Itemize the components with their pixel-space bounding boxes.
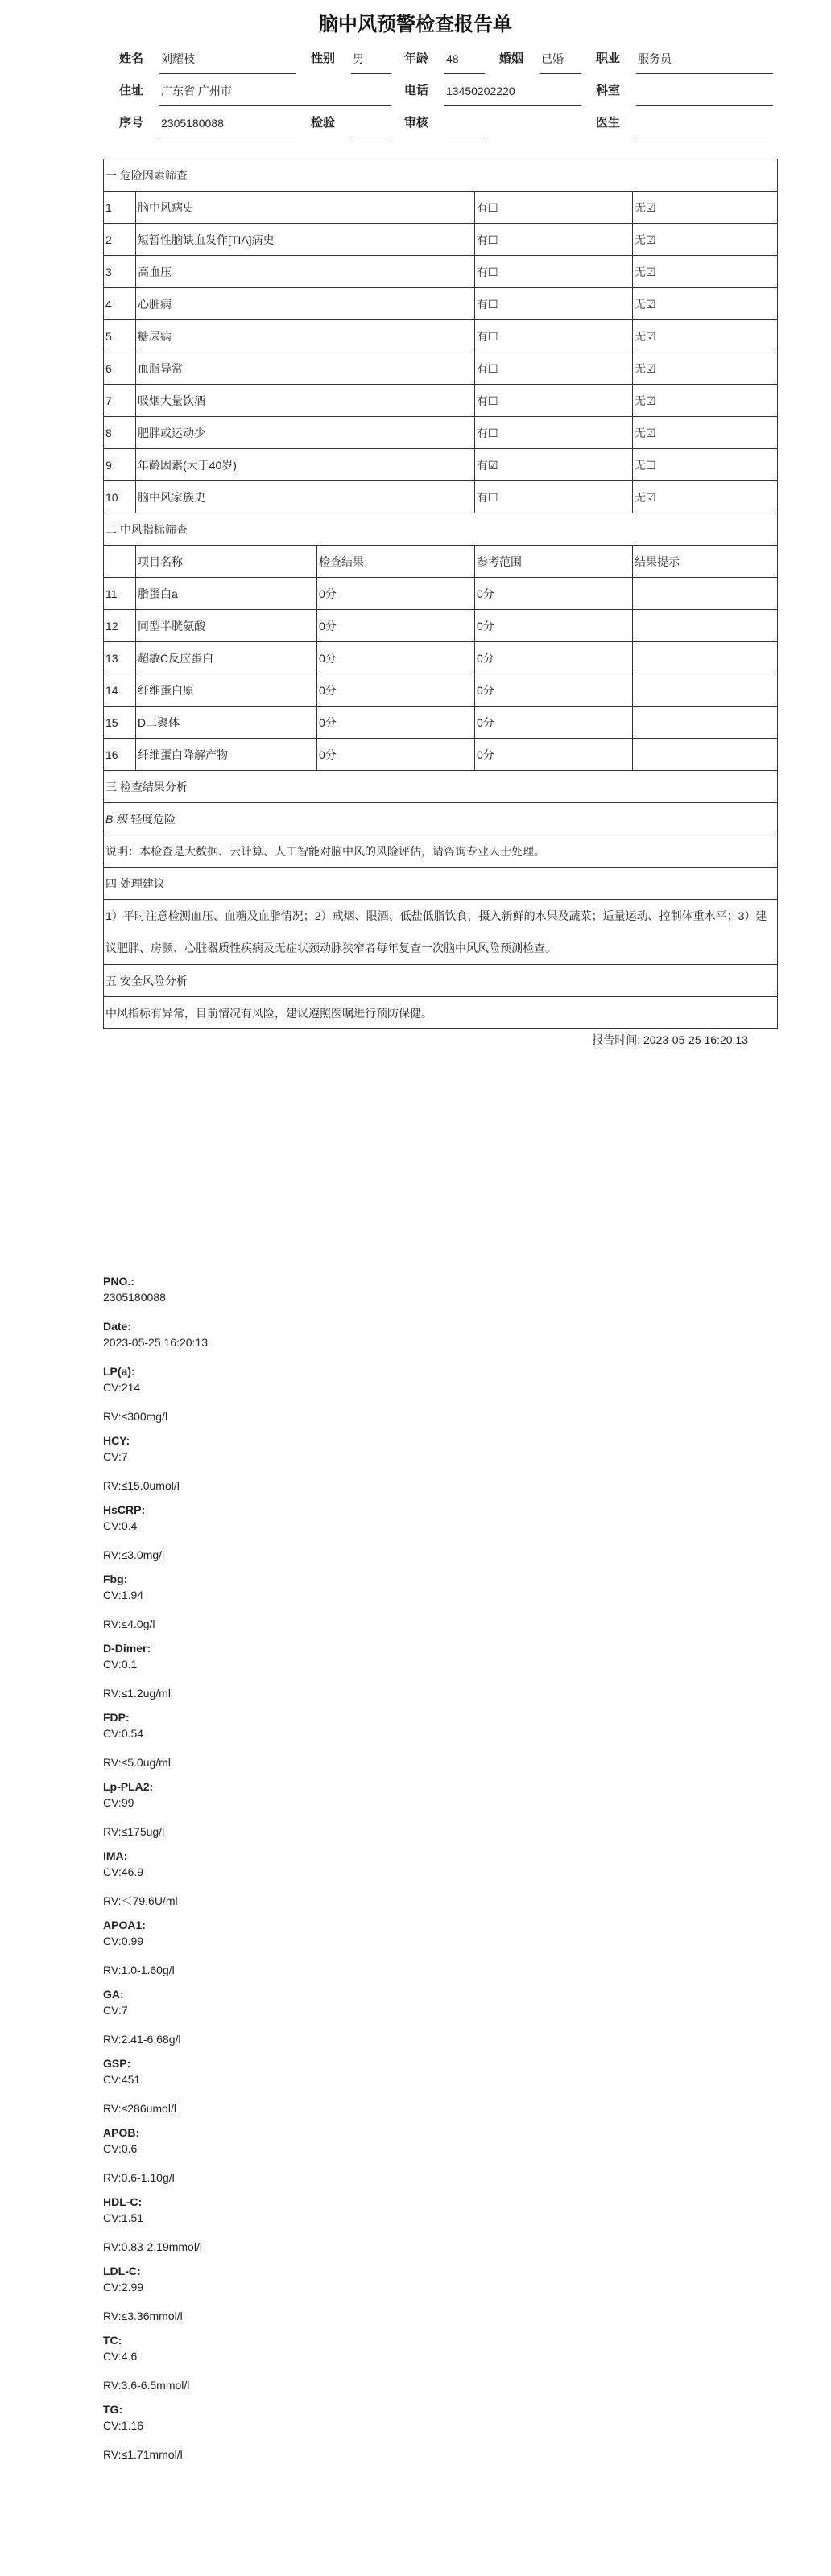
indicator-reference-value: RV:3.6-6.5mmol/l (103, 2379, 190, 2392)
indicator-current-value: CV:0.6 (103, 2142, 138, 2155)
job-value: 服务员 (636, 50, 773, 74)
indicator-current-value: CV:7 (103, 1450, 128, 1463)
indicator-code: APOA1: (103, 1919, 146, 1931)
row-number: 8 (104, 417, 136, 449)
risk-factor-name: 年龄因素(大于40岁) (136, 449, 475, 481)
indicator-code: HsCRP: (103, 1503, 146, 1516)
row-number: 6 (104, 352, 136, 385)
reviewer-value (444, 114, 485, 138)
no-option: 无☑ (633, 320, 778, 352)
report-title: 脑中风预警检查报告单 (319, 14, 512, 35)
dept-label: 科室 (596, 84, 621, 97)
header-range: 参考范围 (475, 546, 633, 578)
row-number: 16 (104, 739, 136, 771)
indicator-code: TC: (103, 2334, 122, 2347)
indicator-current-value: CV:0.54 (103, 1727, 144, 1740)
risk-factor-name: 高血压 (136, 256, 475, 288)
indicator-reference-value: RV:≤3.0mg/l (103, 1548, 165, 1561)
row-number: 11 (104, 578, 136, 610)
indicator-reference-value: RV:≤15.0umol/l (103, 1479, 180, 1492)
indicator-name: 超敏C反应蛋白 (136, 642, 317, 674)
indicator-result: 0分 (317, 674, 475, 707)
indicator-reference-value: RV:2.41-6.68g/l (103, 2033, 181, 2046)
indicator-hint (633, 674, 778, 707)
risk-factor-row (104, 320, 778, 352)
indicator-code: HCY: (103, 1434, 130, 1447)
analysis-note: 说明：本检查是大数据、云计算、人工智能对脑中风的风险评估，请咨询专业人士处理。 (104, 835, 778, 868)
address-value: 广东省 广州市 (159, 82, 391, 106)
indicator-current-value: CV:0.4 (103, 1519, 138, 1532)
indicator-current-value: CV:1.51 (103, 2211, 144, 2224)
indicator-list (103, 1273, 586, 2471)
indicator-row (104, 674, 778, 707)
header-hint: 结果提示 (633, 546, 778, 578)
section-title: 一 危险因素筛查 (104, 159, 778, 192)
indicator-current-value: CV:4.6 (103, 2350, 138, 2363)
indicator-code: TG: (103, 2403, 123, 2416)
indicator-code: APOB: (103, 2126, 140, 2139)
indicator-result: 0分 (317, 642, 475, 674)
indicator-current-value: CV:0.99 (103, 1935, 144, 1947)
indicator-item (103, 2401, 586, 2471)
checker-label: 检验 (311, 116, 336, 130)
indicator-hint (633, 739, 778, 771)
indicator-code: LDL-C: (103, 2265, 141, 2277)
risk-factor-name: 心脏病 (136, 288, 475, 320)
doctor-value (636, 114, 773, 138)
indicator-reference-value: RV:0.83-2.19mmol/l (103, 2240, 202, 2253)
indicator-code: Fbg: (103, 1572, 128, 1585)
indicator-code: Lp-PLA2: (103, 1780, 154, 1793)
risk-factor-name: 脑中风家族史 (136, 481, 475, 513)
indicator-result: 0分 (317, 610, 475, 642)
yes-option: 有☐ (475, 320, 633, 352)
indicator-code: FDP: (103, 1711, 130, 1724)
phone-value: 13450202220 (444, 82, 581, 106)
indicator-item (103, 1917, 586, 1986)
indicator-item (103, 1986, 586, 2055)
safety-analysis-row (104, 997, 778, 1029)
indicator-code: IMA: (103, 1849, 128, 1862)
row-number: 4 (104, 288, 136, 320)
risk-level-grade: B 级 (105, 812, 128, 826)
indicator-reference-value: RV:≤1.71mmol/l (103, 2448, 183, 2461)
risk-level-text: 轻度危险 (130, 812, 176, 826)
row-number: 14 (104, 674, 136, 707)
indicator-current-value: CV:1.16 (103, 2419, 144, 2432)
indicator-item (103, 1571, 586, 1640)
indicator-current-value: CV:1.94 (103, 1589, 144, 1601)
yes-option: 有☐ (475, 256, 633, 288)
section-title: 三 检查结果分析 (104, 771, 778, 803)
row-number: 13 (104, 642, 136, 674)
yes-option: 有☐ (475, 417, 633, 449)
indicator-reference-value: RV:≤175ug/l (103, 1825, 165, 1838)
doctor-label: 医生 (596, 116, 621, 130)
indicator-item (103, 1778, 586, 1848)
indicator-reference-value: RV:＜79.6U/ml (103, 1894, 178, 1907)
row-number: 3 (104, 256, 136, 288)
checker-value (351, 114, 391, 138)
name-label: 姓名 (119, 52, 144, 65)
row-number: 9 (104, 449, 136, 481)
indicator-row (104, 610, 778, 642)
indicator-current-value: CV:46.9 (103, 1865, 144, 1878)
indicator-row (104, 739, 778, 771)
serial-label: 序号 (119, 116, 144, 130)
risk-factor-row (104, 417, 778, 449)
risk-factor-row (104, 481, 778, 513)
row-number: 2 (104, 224, 136, 256)
indicator-current-value: CV:99 (103, 1796, 134, 1809)
risk-factor-name: 吸烟大量饮酒 (136, 385, 475, 417)
risk-factor-name: 肥胖或运动少 (136, 417, 475, 449)
indicator-reference-value: RV:≤286umol/l (103, 2102, 176, 2115)
indicator-current-value: CV:0.1 (103, 1658, 138, 1671)
indicator-current-value: CV:451 (103, 2073, 141, 2086)
row-number: 5 (104, 320, 136, 352)
risk-factor-name: 短暂性脑缺血发作[TIA]病史 (136, 224, 475, 256)
risk-factor-name: 糖尿病 (136, 320, 475, 352)
report-table (103, 159, 778, 1029)
risk-level-row (104, 803, 778, 835)
yes-option: 有☐ (475, 352, 633, 385)
indicator-reference-value: RV:≤300mg/l (103, 1410, 168, 1423)
indicator-range: 0分 (475, 674, 633, 707)
yes-option: 有☐ (475, 385, 633, 417)
indicator-hint (633, 642, 778, 674)
indicator-item (103, 2055, 586, 2125)
name-value: 刘耀枝 (159, 50, 296, 74)
indicator-row (104, 578, 778, 610)
row-number: 10 (104, 481, 136, 513)
indicator-code: D-Dimer: (103, 1642, 151, 1655)
date-label: Date: (103, 1320, 132, 1333)
date-value: 2023-05-25 16:20:13 (103, 1336, 208, 1349)
indicator-item (103, 2194, 586, 2263)
age-value: 48 (444, 50, 485, 74)
phone-label: 电话 (404, 84, 429, 97)
no-option: 无☑ (633, 481, 778, 513)
pno-block (103, 1273, 586, 1305)
no-option: 无☐ (633, 449, 778, 481)
indicator-item (103, 1848, 586, 1917)
section-1-header (104, 159, 778, 192)
indicator-range: 0分 (475, 578, 633, 610)
indicator-item (103, 1363, 586, 1432)
indicator-hint (633, 707, 778, 739)
section-4-header (104, 868, 778, 900)
indicator-reference-value: RV:0.6-1.10g/l (103, 2171, 175, 2184)
indicator-item (103, 1432, 586, 1502)
indicator-name: 纤维蛋白原 (136, 674, 317, 707)
marriage-value: 已婚 (540, 50, 581, 74)
marriage-label: 婚姻 (499, 52, 524, 65)
yes-option: 有☑ (475, 449, 633, 481)
no-option: 无☑ (633, 417, 778, 449)
job-label: 职业 (596, 52, 621, 65)
indicator-item (103, 2332, 586, 2401)
indicator-result: 0分 (317, 739, 475, 771)
indicator-range: 0分 (475, 642, 633, 674)
indicator-name: 同型半胱氨酸 (136, 610, 317, 642)
serial-value: 2305180088 (159, 114, 296, 138)
indicator-row (104, 642, 778, 674)
no-option: 无☑ (633, 385, 778, 417)
advice-row (104, 900, 778, 965)
header-result: 检查结果 (317, 546, 475, 578)
indicator-reference-value: RV:1.0-1.60g/l (103, 1964, 175, 1976)
indicator-item (103, 1709, 586, 1778)
indicator-range: 0分 (475, 610, 633, 642)
indicator-result: 0分 (317, 707, 475, 739)
indicator-items (103, 1363, 586, 2471)
risk-factor-row (104, 224, 778, 256)
header-item: 项目名称 (136, 546, 317, 578)
indicator-reference-value: RV:≤1.2ug/ml (103, 1687, 171, 1700)
risk-factor-row (104, 288, 778, 320)
date-block (103, 1318, 586, 1350)
indicator-code: LP(a): (103, 1365, 135, 1378)
analysis-note-row (104, 835, 778, 868)
indicator-name: 脂蛋白a (136, 578, 317, 610)
indicator-current-value: CV:2.99 (103, 2281, 144, 2294)
risk-factor-row (104, 449, 778, 481)
indicator-table-header (104, 546, 778, 578)
pno-label: PNO.: (103, 1275, 134, 1288)
yes-option: 有☐ (475, 481, 633, 513)
section-title: 二 中风指标筛查 (104, 513, 778, 546)
indicator-reference-value: RV:≤5.0ug/ml (103, 1756, 171, 1769)
risk-factor-row (104, 256, 778, 288)
row-number: 12 (104, 610, 136, 642)
safety-analysis-text: 中风指标有异常，目前情况有风险，建议遵照医嘱进行预防保健。 (104, 997, 778, 1029)
row-number: 7 (104, 385, 136, 417)
indicator-hint (633, 578, 778, 610)
indicator-range: 0分 (475, 739, 633, 771)
indicator-result: 0分 (317, 578, 475, 610)
section-title: 四 处理建议 (104, 868, 778, 900)
header-blank (104, 546, 136, 578)
section-2-header (104, 513, 778, 546)
no-option: 无☑ (633, 352, 778, 385)
yes-option: 有☐ (475, 224, 633, 256)
indicator-code: HDL-C: (103, 2195, 143, 2208)
section-3-header (104, 771, 778, 803)
no-option: 无☑ (633, 288, 778, 320)
risk-level (104, 803, 778, 835)
no-option: 无☑ (633, 256, 778, 288)
row-number: 1 (104, 192, 136, 224)
pno-value: 2305180088 (103, 1291, 166, 1304)
indicator-name: 纤维蛋白降解产物 (136, 739, 317, 771)
risk-factor-row (104, 192, 778, 224)
indicator-item (103, 1640, 586, 1709)
indicator-reference-value: RV:≤4.0g/l (103, 1618, 155, 1630)
indicator-item (103, 2263, 586, 2332)
dept-value (636, 82, 773, 106)
yes-option: 有☐ (475, 192, 633, 224)
section-5-header (104, 965, 778, 997)
risk-factor-row (104, 352, 778, 385)
indicator-range: 0分 (475, 707, 633, 739)
risk-factor-name: 脑中风病史 (136, 192, 475, 224)
indicator-row (104, 707, 778, 739)
address-label: 住址 (119, 84, 144, 97)
no-option: 无☑ (633, 224, 778, 256)
risk-factor-row (104, 385, 778, 417)
row-number: 15 (104, 707, 136, 739)
no-option: 无☑ (633, 192, 778, 224)
section-title: 五 安全风险分析 (104, 965, 778, 997)
indicator-hint (633, 610, 778, 642)
advice-text: 1）平时注意检测血压、血糖及血脂情况；2）戒烟、限酒、低盐低脂饮食，摄入新鲜的水果及蔬菜；适量运动、控制体重水平；3）建议肥胖、房颤、心脏器质性疾病及无症状颈动脉狭窄者每年复查一次脑中风风险预测检查。 (104, 900, 778, 965)
sex-label: 性别 (311, 52, 336, 65)
indicator-item (103, 2125, 586, 2194)
indicator-reference-value: RV:≤3.36mmol/l (103, 2310, 183, 2323)
report-time: 报告时间: 2023-05-25 16:20:13 (592, 1033, 748, 1046)
indicator-name: D二聚体 (136, 707, 317, 739)
indicator-current-value: CV:7 (103, 2004, 128, 2017)
reviewer-label: 审核 (404, 116, 429, 130)
risk-factor-name: 血脂异常 (136, 352, 475, 385)
indicator-code: GA: (103, 1988, 124, 2001)
sex-value: 男 (351, 50, 391, 74)
indicator-item (103, 1502, 586, 1571)
indicator-code: GSP: (103, 2057, 131, 2070)
indicator-current-value: CV:214 (103, 1381, 141, 1394)
yes-option: 有☐ (475, 288, 633, 320)
age-label: 年龄 (404, 52, 429, 65)
